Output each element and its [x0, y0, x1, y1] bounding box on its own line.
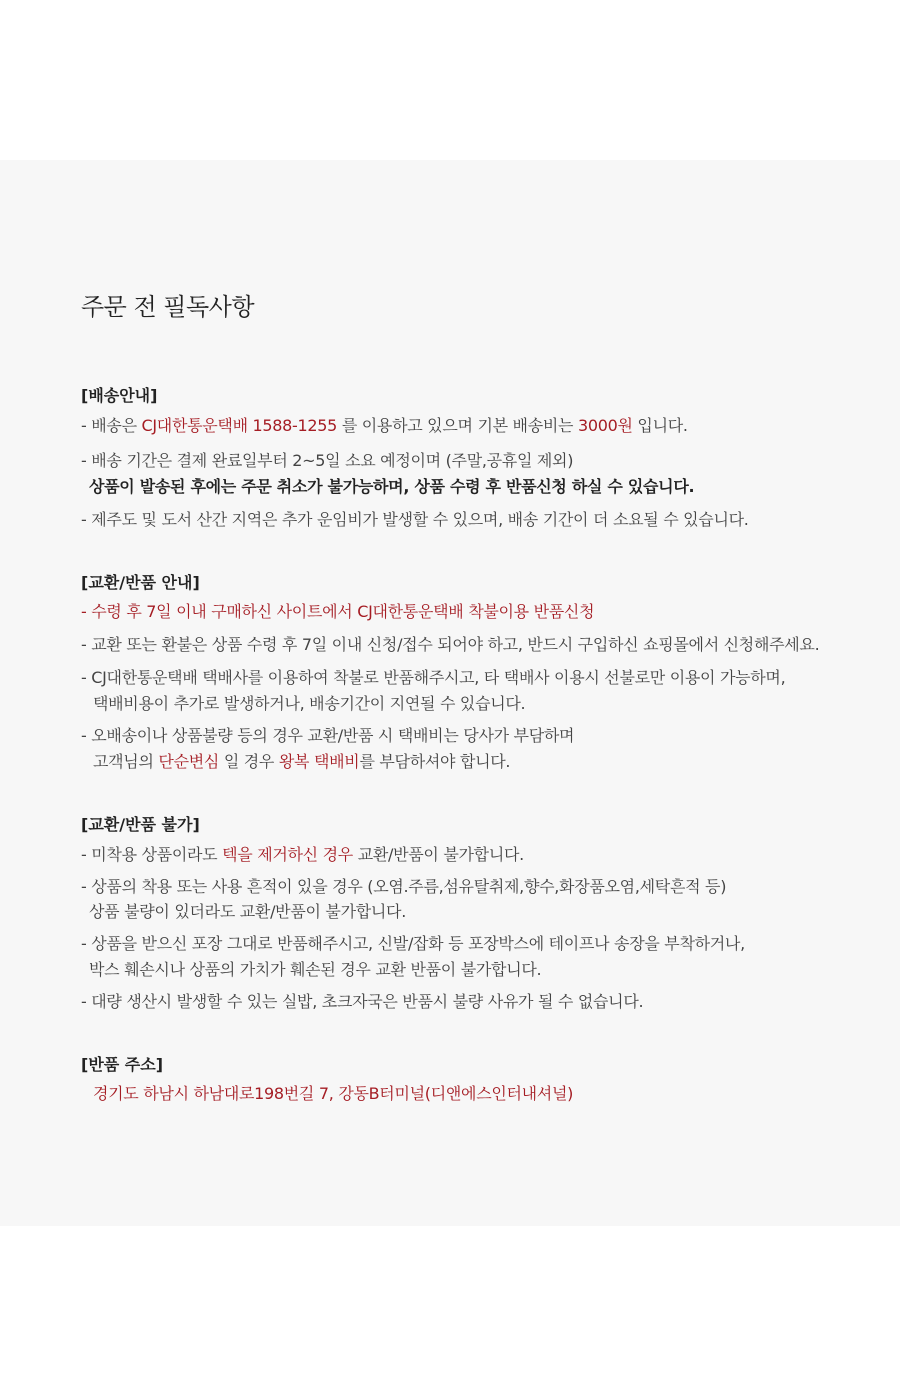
shipping-line-1: - 배송은 CJ대한통운택배 1588-1255 를 이용하고 있으며 기본 배송비는 3000원 입니다.: [81, 416, 688, 435]
exchange-line-4: 택배비용이 추가로 발생하거나, 배송기간이 지연될 수 있습니다.: [93, 694, 526, 713]
exchange-line-2: - 교환 또는 환불은 상품 수령 후 7일 이내 신청/접수 되어야 하고, 반드시 구입하신 쇼핑몰에서 신청해주세요.: [81, 635, 820, 654]
noreturn-line-1: - 미착용 상품이라도 텍을 제거하신 경우 교환/반품이 불가합니다.: [81, 845, 524, 864]
exchange-line-6: 고객님의 단순변심 일 경우 왕복 택배비를 부담하셔야 합니다.: [93, 752, 511, 771]
noreturn-heading: [교환/반품 불가]: [81, 815, 200, 834]
shipping-line-4: - 제주도 및 도서 산간 지역은 추가 운임비가 발생할 수 있으며, 배송 기간이 더 소요될 수 있습니다.: [81, 510, 749, 529]
noreturn-line-5: 박스 훼손시나 상품의 가치가 훼손된 경우 교환 반품이 불가합니다.: [89, 960, 542, 979]
exchange-line-3: - CJ대한통운택배 택배사를 이용하여 착불로 반품해주시고, 타 택배사 이용시 선불로만 이용이 가능하며,: [81, 668, 786, 687]
noreturn-line-6: - 대량 생산시 발생할 수 있는 실밥, 초크자국은 반품시 불량 사유가 될 수 없습니다.: [81, 992, 644, 1011]
return-address: 경기도 하남시 하남대로198번길 7, 강동B터미널(디앤에스인터내셔널): [93, 1084, 574, 1103]
noreturn-line-4: - 상품을 받으신 포장 그대로 반품해주시고, 신발/잡화 등 포장박스에 테이프나 송장을 부착하거나,: [81, 934, 745, 953]
noreturn-line-2: - 상품의 착용 또는 사용 흔적이 있을 경우 (오염.주름,섬유탈취제,향수,화장품오염,세탁흔적 등): [81, 877, 727, 896]
shipping-heading: [배송안내]: [81, 386, 158, 405]
exchange-line-1: - 수령 후 7일 이내 구매하신 사이트에서 CJ대한통운택배 착불이용 반품신청: [81, 602, 595, 621]
exchange-line-5: - 오배송이나 상품불량 등의 경우 교환/반품 시 택배비는 당사가 부담하며: [81, 726, 575, 745]
page-title: 주문 전 필독사항: [81, 293, 255, 321]
shipping-line-2: - 배송 기간은 결제 완료일부터 2~5일 소요 예정이며 (주말,공휴일 제외): [81, 451, 574, 470]
noreturn-line-3: 상품 불량이 있더라도 교환/반품이 불가합니다.: [89, 902, 406, 921]
shipping-line-3: 상품이 발송된 후에는 주문 취소가 불가능하며, 상품 수령 후 반품신청 하실 수 있습니다.: [89, 477, 695, 496]
address-heading: [반품 주소]: [81, 1055, 164, 1074]
exchange-heading: [교환/반품 안내]: [81, 573, 200, 592]
